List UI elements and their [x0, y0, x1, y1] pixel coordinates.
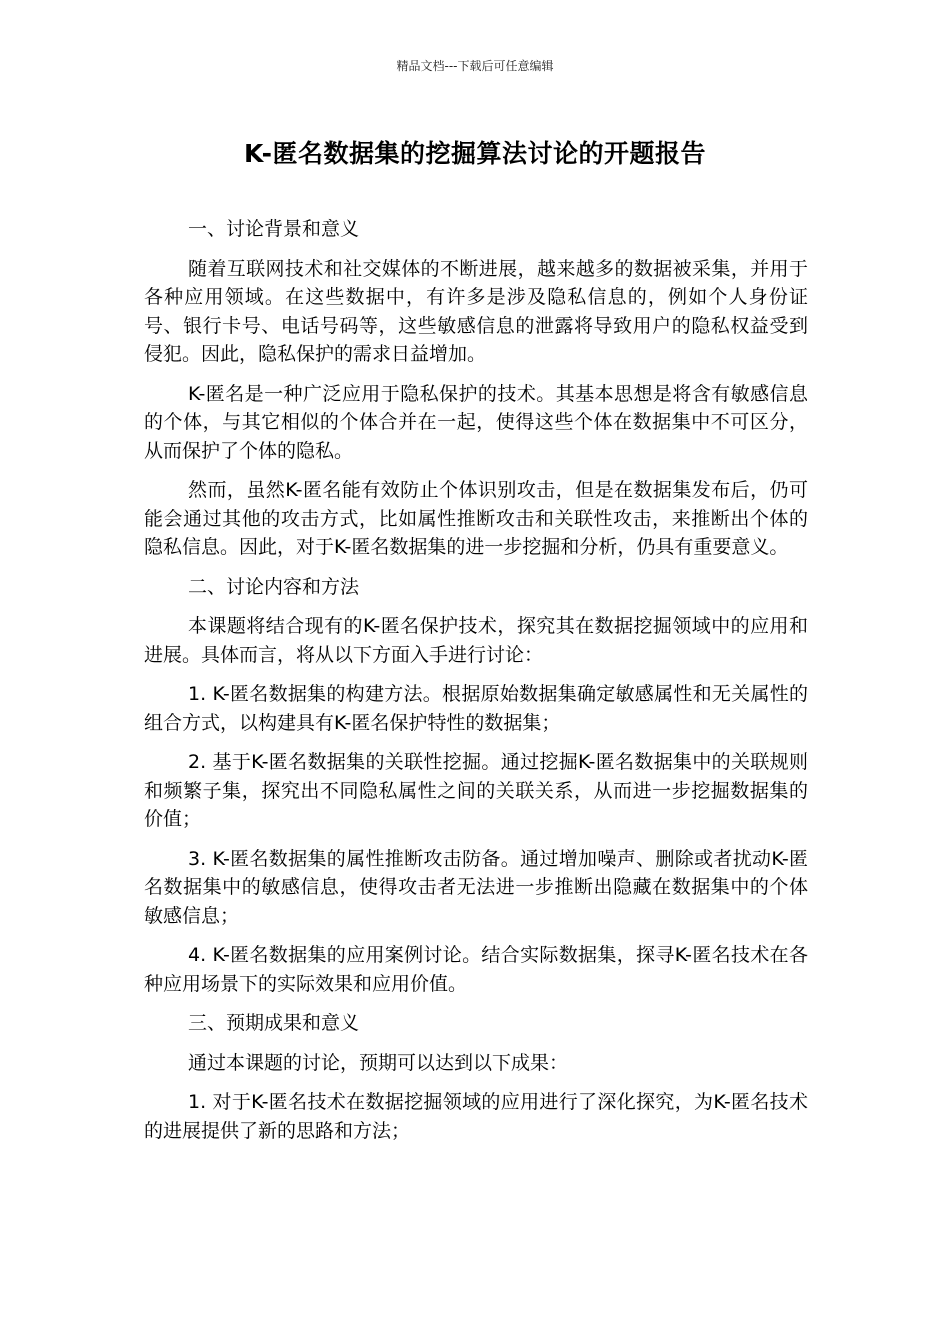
list-item-application-cases: 4. K-匿名数据集的应用案例讨论。结合实际数据集，探寻K-匿名技术在各种应用场景下的实际效果和应用价值。 — [144, 944, 808, 995]
list-item-construction-method: 1. K-匿名数据集的构建方法。根据原始数据集确定敏感属性和无关属性的组合方式，以构建具有K-匿名保护特性的数据集； — [144, 683, 808, 734]
paragraph-attack-risks: 然而，虽然K-匿名能有效防止个体识别攻击，但是在数据集发布后，仍可能会通过其他的攻击方式，比如属性推断攻击和关联性攻击，来推断出个体的隐私信息。因此，对于K-匿名数据集的进一步挖掘和分析，仍具有重要意义。 — [144, 479, 808, 558]
section-heading-background: 一、讨论背景和意义 — [188, 218, 360, 240]
section-heading-expected-results: 三、预期成果和意义 — [188, 1012, 360, 1034]
list-item-attack-defense: 3. K-匿名数据集的属性推断攻击防备。通过增加噪声、删除或者扰动K-匿名数据集中的敏感信息，使得攻击者无法进一步推断出隐藏在数据集中的个体敏感信息； — [144, 847, 808, 927]
paragraph-background-privacy: 随着互联网技术和社交媒体的不断进展，越来越多的数据被采集，并用于各种应用领域。在这些数据中，有许多是涉及隐私信息的，例如个人身份证号、银行卡号、电话号码等，这些敏感信息的泄露将导致用户的隐私权益受到侵犯。因此，隐私保护的需求日益增加。 — [144, 257, 808, 365]
paragraph-research-intro: 本课题将结合现有的K-匿名保护技术，探究其在数据挖掘领域中的应用和进展。具体而言，将从以下方面入手进行讨论： — [144, 615, 808, 666]
list-item-expected-result-1: 1. 对于K-匿名技术在数据挖掘领域的应用进行了深化探究，为K-匿名技术的进展提供了新的思路和方法； — [144, 1091, 808, 1142]
section-heading-content-methods: 二、讨论内容和方法 — [188, 575, 360, 598]
list-item-association-mining: 2. 基于K-匿名数据集的关联性挖掘。通过挖掘K-匿名数据集中的关联规则和频繁子集，探究出不同隐私属性之间的关联关系，从而进一步挖掘数据集的价值； — [144, 751, 808, 830]
paragraph-expected-intro: 通过本课题的讨论，预期可以达到以下成果： — [188, 1051, 569, 1074]
document-title: K-匿名数据集的挖掘算法讨论的开题报告 — [243, 139, 707, 168]
header-note: 精品文档---下载后可任意编辑 — [396, 59, 554, 73]
document-body — [144, 215, 808, 1156]
paragraph-k-anonymity-definition: K-匿名是一种广泛应用于隐私保护的技术。其基本思想是将含有敏感信息的个体，与其它相似的个体合并在一起，使得这些个体在数据集中不可区分，从而保护了个体的隐私。 — [144, 382, 808, 462]
